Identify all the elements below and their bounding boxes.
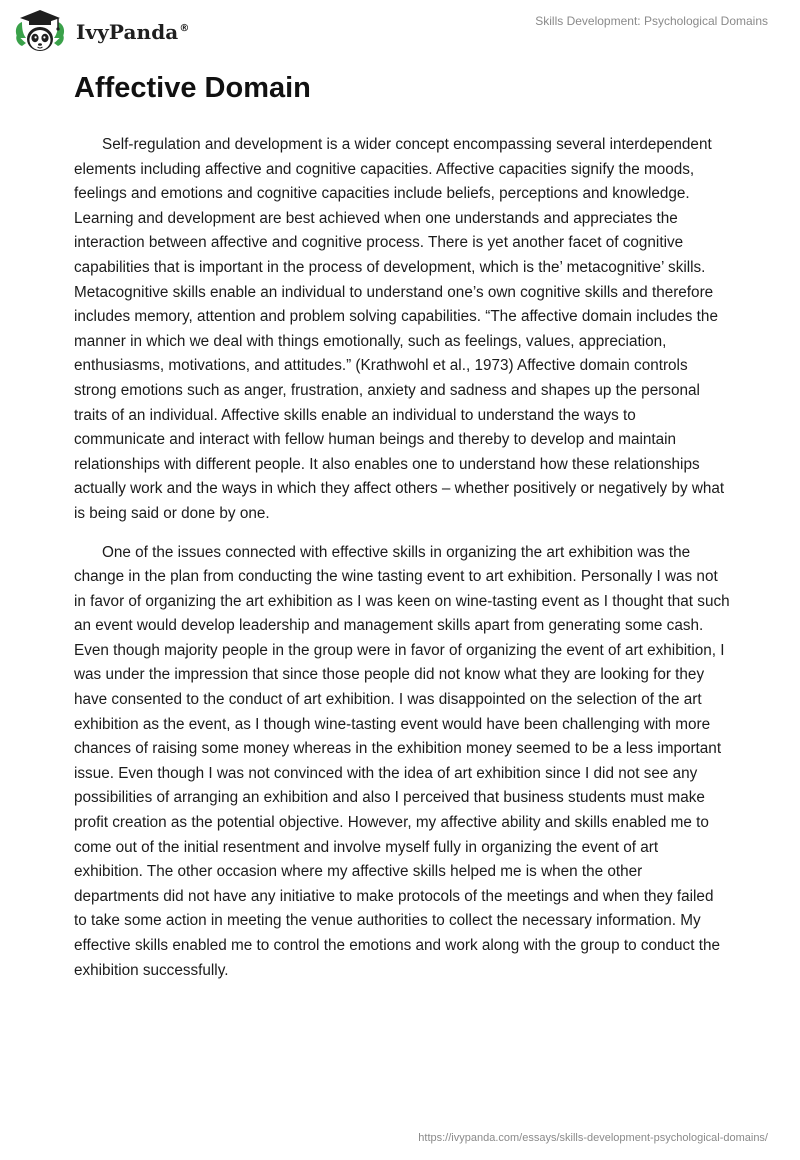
- running-title: Skills Development: Psychological Domains: [535, 14, 768, 28]
- brand-logo[interactable]: [14, 8, 189, 56]
- page-header: [0, 0, 800, 70]
- panda-graduate-icon: [14, 8, 66, 56]
- paragraph: Self-regulation and development is a wider concept encompassing several interdependent elements including affective and cognitive capacities. Affective capacities signify the moods, feelings and emotions and cognitive capacities include beliefs, perceptions and knowledge. Learning and development are best achieved when one understands and appreciates the interaction between affective and cognitive process. There is yet another facet of cognitive capabilities that is important in the process of development, which is the’ metacognitive’ skills. Metacognitive skills enable an individual to understand one’s own cognitive skills and therefore includes memory, attention and problem solving capabilities. “The affective domain includes the manner in which we deal with things emotionally, such as feelings, values, appreciation, enthusiasms, motivations, and attitudes.” (Krathwohl et al., 1973) Affective domain controls strong emotions such as anger, frustration, anxiety and sadness and shapes up the personal traits of an individual. Affective skills enable an individual to understand the ways to communicate and interact with fellow human beings and thereby to develop and maintain relationships with different people. It also enables one to understand how these relationships actually work and the ways in which they affect others – whether positively or negatively by what is being said or done by one.: [74, 136, 725, 522]
- source-url[interactable]: https://ivypanda.com/essays/skills-development-psychological-domains/: [418, 1132, 768, 1144]
- registered-mark: ®: [179, 23, 190, 35]
- brand-name: IvyPanda®: [76, 20, 190, 44]
- page-title: Affective Domain: [74, 72, 311, 104]
- article-body: [74, 133, 730, 997]
- paragraph: One of the issues connected with effective skills in organizing the art exhibition was the change in the plan from conducting the wine tasting event to art exhibition. Personally I was not in favor of organizing the art exhibition as I was keen on wine-tasting event as I thought that such an event would develop leadership and management skills apart from generating some cash. Even though majority people in the group were in favor of organizing the event of art exhibition, I was under the impression that since those people did not know what they are looking for they have consented to the conduct of art exhibition. I was disappointed on the selection of the art exhibition as the event, as I though wine-tasting event would have been challenging with more chances of raising some money whereas in the exhibition money seemed to be a less important issue. Even though I was not convinced with the idea of art exhibition since I did not see any possibilities of arranging an exhibition and also I perceived that business students must make profit creation as the potential objective. However, my affective ability and skills enabled me to come out of the initial resentment and involve myself fully in organizing the event of art exhibition. The other occasion where my affective skills helped me is when the other departments did not have any initiative to make protocols of the meetings and when they failed to take some action in meeting the venue authorities to collect the necessary information. My effective skills enabled me to control the emotions and work along with the group to conduct the exhibition successfully.: [74, 543, 730, 979]
